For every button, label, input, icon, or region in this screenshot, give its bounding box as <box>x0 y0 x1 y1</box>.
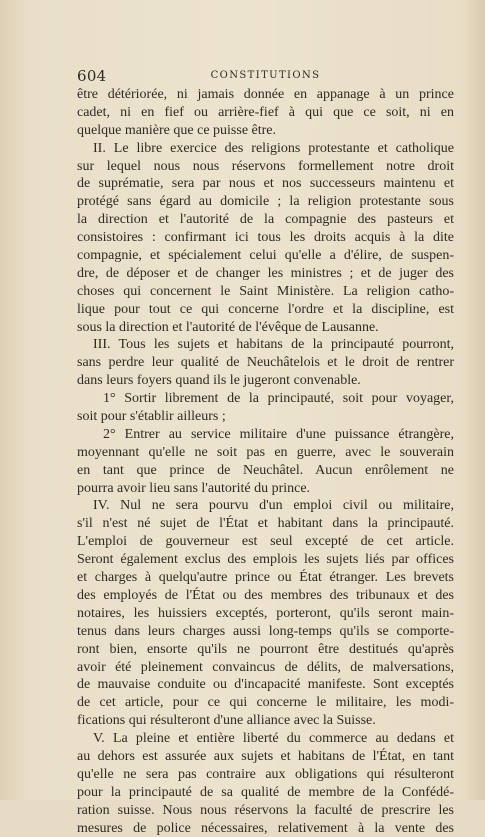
text-line: qu'elle ne sera pas contraire aux obligations qui résulteront <box>77 766 454 782</box>
text-line: avoir été pleinement convaincus de délits, de malversations, <box>77 659 454 675</box>
text-line: lique pour tout ce qui concerne l'ordre et la discipline, est <box>77 301 454 317</box>
text-line: ration suisse. Nous nous réservons la faculté de prescrire les <box>77 802 454 818</box>
body-text <box>77 86 454 837</box>
text-line: consistoires : confirmant ici tous les droits acquis à la dite <box>77 230 454 246</box>
text-line: mesures de police nécessaires, relativement à la vente des <box>77 820 454 836</box>
text-line: pourra avoir lieu sans l'autorité du prince. <box>77 480 311 496</box>
running-head: CONSTITUTIONS <box>210 70 321 81</box>
text-line: Seront également exclus des emplois les sujets liés par offices <box>77 552 454 568</box>
page-number: 604 <box>77 67 107 85</box>
text-line: III. Tous les sujets et habitans de la principauté pourront, <box>93 337 454 353</box>
text-line: IV. Nul ne sera pourvu d'un emploi civil ou militaire, <box>93 498 454 514</box>
text-line: en tant que prince de Neuchâtel. Aucun enrôlement ne <box>77 462 454 478</box>
page-header <box>77 68 454 84</box>
text-line: la direction et l'autorité de la compagnie des pasteurs et <box>77 212 454 228</box>
text-line: soit pour s'établir ailleurs ; <box>77 409 226 425</box>
text-line: quelque manière que ce puisse être. <box>77 122 277 138</box>
text-line: fications qui résulteront d'une alliance avec la Suisse. <box>77 713 376 729</box>
text-line: au dehors est assurée aux sujets et habitans de l'État, en tant <box>77 748 454 764</box>
text-line: compagnie, et spécialement celui qu'elle a d'élire, de suspen- <box>77 248 454 264</box>
text-line: sous la direction et l'autorité de l'évêque de Lausanne. <box>77 319 379 335</box>
text-line: s'il n'est né sujet de l'État et habitant dans la principauté. <box>77 516 454 532</box>
text-line: de suprématie, sera par nous et nos successeurs maintenu et <box>77 176 454 192</box>
text-line: L'emploi de gouverneur est seul excepté de cet article. <box>77 534 454 550</box>
text-line: V. La pleine et entière liberté du commerce au dedans et <box>93 731 454 747</box>
text-line: 1° Sortir librement de la principauté, soit pour voyager, <box>103 391 454 407</box>
text-line: protégé sans égard au domicile ; la religion protestante sous <box>77 194 454 210</box>
text-line: tenus dans leurs charges aussi long-temps qu'ils se comporte- <box>77 623 454 639</box>
text-line: notaires, les huissiers exceptés, porteront, qu'ils seront main- <box>77 605 454 621</box>
text-line: ront bien, ensorte qu'ils ne pourront être destitués qu'après <box>77 641 454 657</box>
text-line: dans leurs foyers quand ils le jugeront convenable. <box>77 373 361 389</box>
text-line: moyennant qu'elle ne soit pas en guerre, avec le souverain <box>77 444 454 460</box>
text-line: pour la principauté de sa qualité de membre de la Confédé- <box>77 784 454 800</box>
text-line: sur lequel nous nous réservons formellement notre droit <box>77 158 454 174</box>
text-line: choses qui concernent le Saint Ministère. La religion catho- <box>77 283 454 299</box>
text-line: dre, de déposer et de changer les ministres ; et de juger des <box>77 265 454 281</box>
text-line: être détériorée, ni jamais donnée en appanage à un prince <box>77 87 454 102</box>
text-line: 2° Entrer au service militaire d'une puissance étrangère, <box>103 426 454 442</box>
text-line: et charges à quelqu'autre prince ou État étranger. Les brevets <box>77 570 454 586</box>
text-line: de cet article, pour ce qui concerne le militaire, les modi- <box>77 695 454 711</box>
text-line: II. Le libre exercice des religions protestante et catholique <box>93 140 454 156</box>
text-line: cadet, ni en fief ou arrière-fief à qui que ce soit, ni en <box>77 104 454 120</box>
text-line: de mauvaise conduite ou d'incapacité manifeste. Sont exceptés <box>77 677 454 693</box>
text-line: des employés de l'État ou des membres des tribunaux et des <box>77 587 454 603</box>
text-line: sans perdre leur qualité de Neuchâtelois et le droit de rentrer <box>77 355 454 371</box>
